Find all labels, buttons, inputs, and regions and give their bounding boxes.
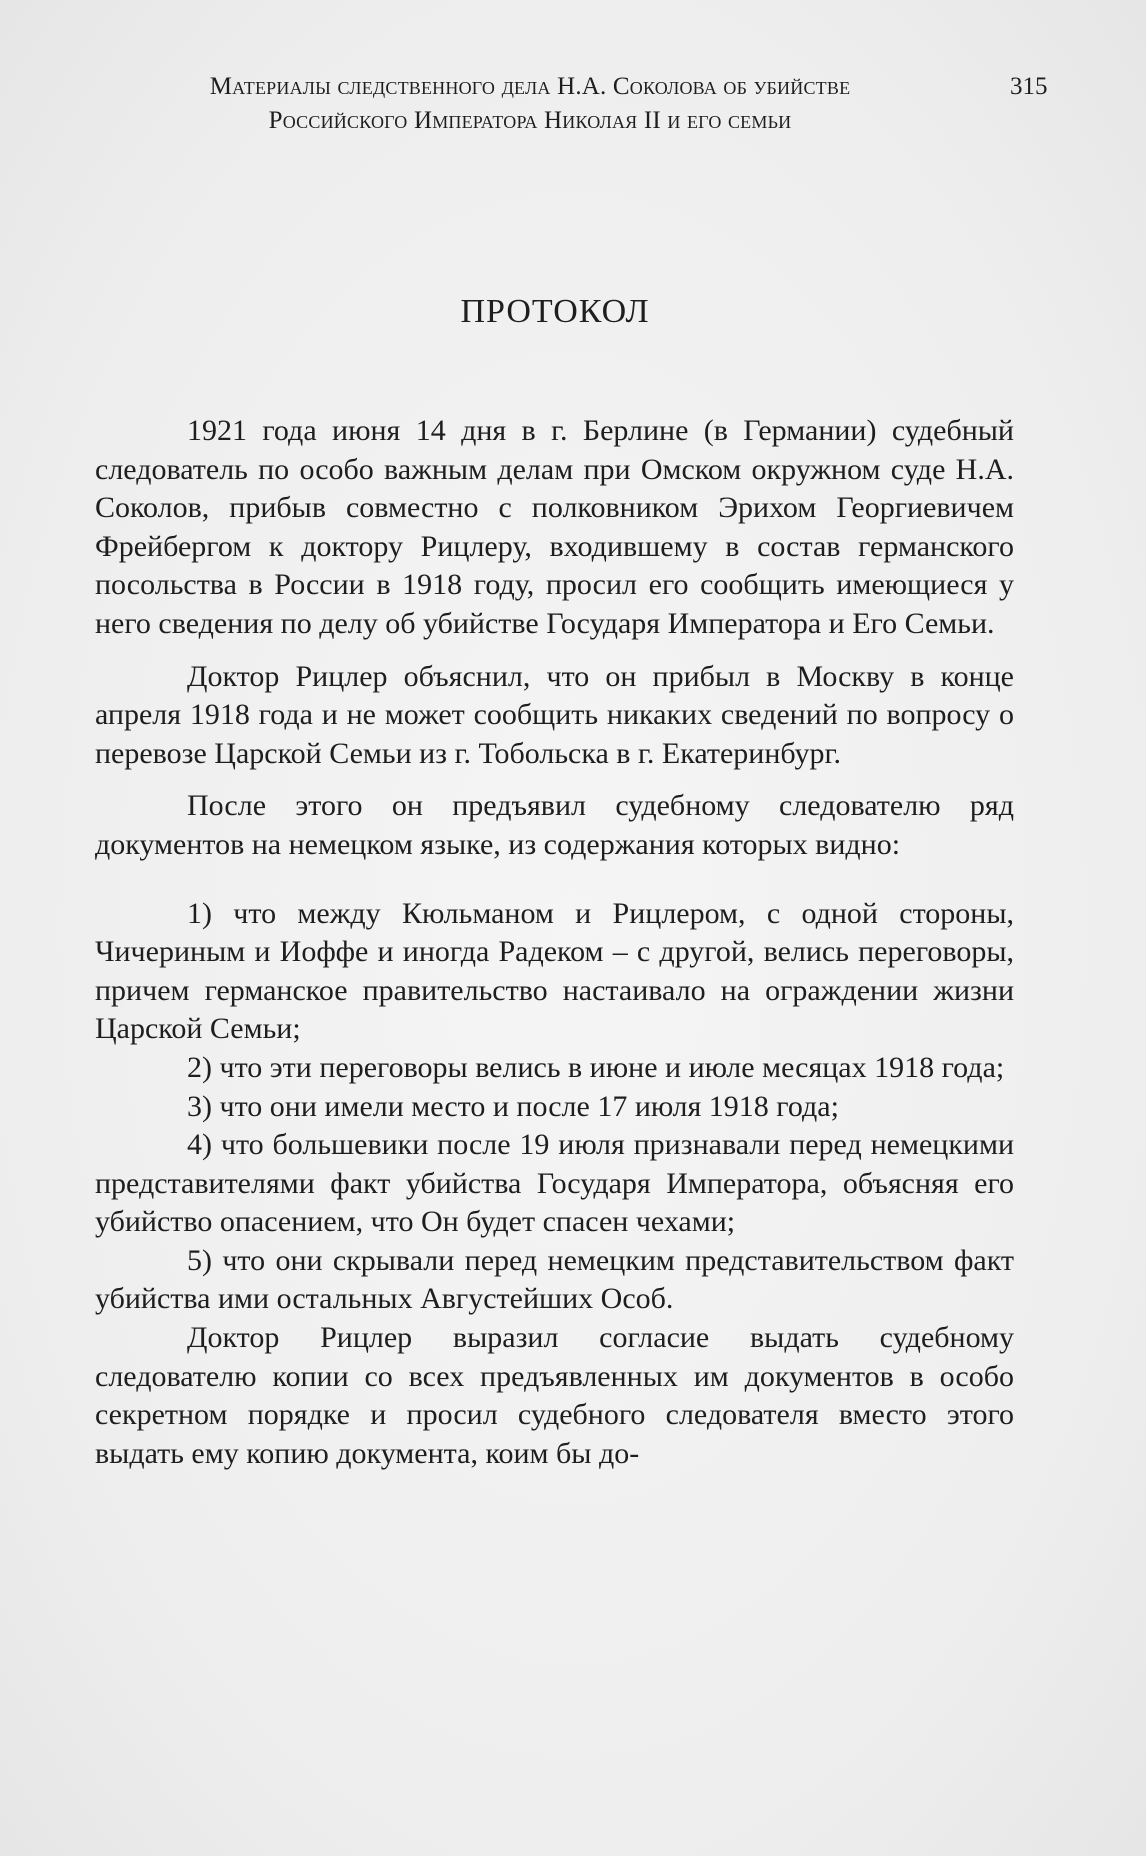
running-head: [90, 70, 970, 138]
list-item-5: 5) что они скрывали перед немецким представительством факт убийства ими остальных Августейших Особ.: [95, 1243, 1014, 1316]
list-item-1: 1) что между Кюльманом и Рицлером, с одной стороны, Чичериным и Иоффе и иногда Радеком – с другой, велись переговоры, причем германское правительство настаивало на ограждении жизни Царской Семьи;: [95, 896, 1014, 1046]
running-head-line-1: Материалы следственного дела Н.А. Соколова об убийстве: [209, 73, 851, 100]
paragraph-explanation: Доктор Рицлер объяснил, что он прибыл в Москву в конце апреля 1918 года и не может сообщить никаких сведений по вопросу о перевозе Царской Семьи из г. Тобольска в г. Екатеринбург.: [95, 659, 1014, 770]
page-number: 315: [1010, 73, 1048, 100]
list-item-2: 2) что эти переговоры велись в июне и июле месяцах 1918 года;: [187, 1050, 1005, 1084]
document-body: [95, 412, 1014, 1473]
paragraph-documents: После этого он предъявил судебному следователю ряд документов на немецком языке, из содержания которых видно:: [95, 789, 1014, 861]
paragraph-copies-request: Доктор Рицлер выразил согласие выдать судебному следователю копии со всех предъявленных им документов в особо секретном порядке и просил судебного следователя вместо этого выдать ему копию документа, коим бы до-: [95, 1321, 1014, 1470]
list-item-3: 3) что они имели место и после 17 июля 1918 года;: [187, 1089, 839, 1123]
document-title: ПРОТОКОЛ: [460, 293, 650, 330]
running-head-line-2: Российского Императора Николая II и его семьи: [268, 107, 792, 134]
paragraph-intro: 1921 года июня 14 дня в г. Берлине (в Германии) судебный следователь по особо важным делам при Омском окружном суде Н.А. Соколов, прибыв совместно с полковником Эрихом Георгиевичем Фрейбергом к доктору Рицлеру, входившему в состав германского посольства в России в 1918 году, просил его сообщить имеющиеся у него сведения по делу об убийстве Государя Императора и Его Семьи.: [95, 414, 1014, 640]
list-item-4: 4) что большевики после 19 июля признавали перед немецкими представителями факт убийства Государя Императора, объясняя его убийство опасением, что Он будет спасен чехами;: [95, 1128, 1014, 1239]
